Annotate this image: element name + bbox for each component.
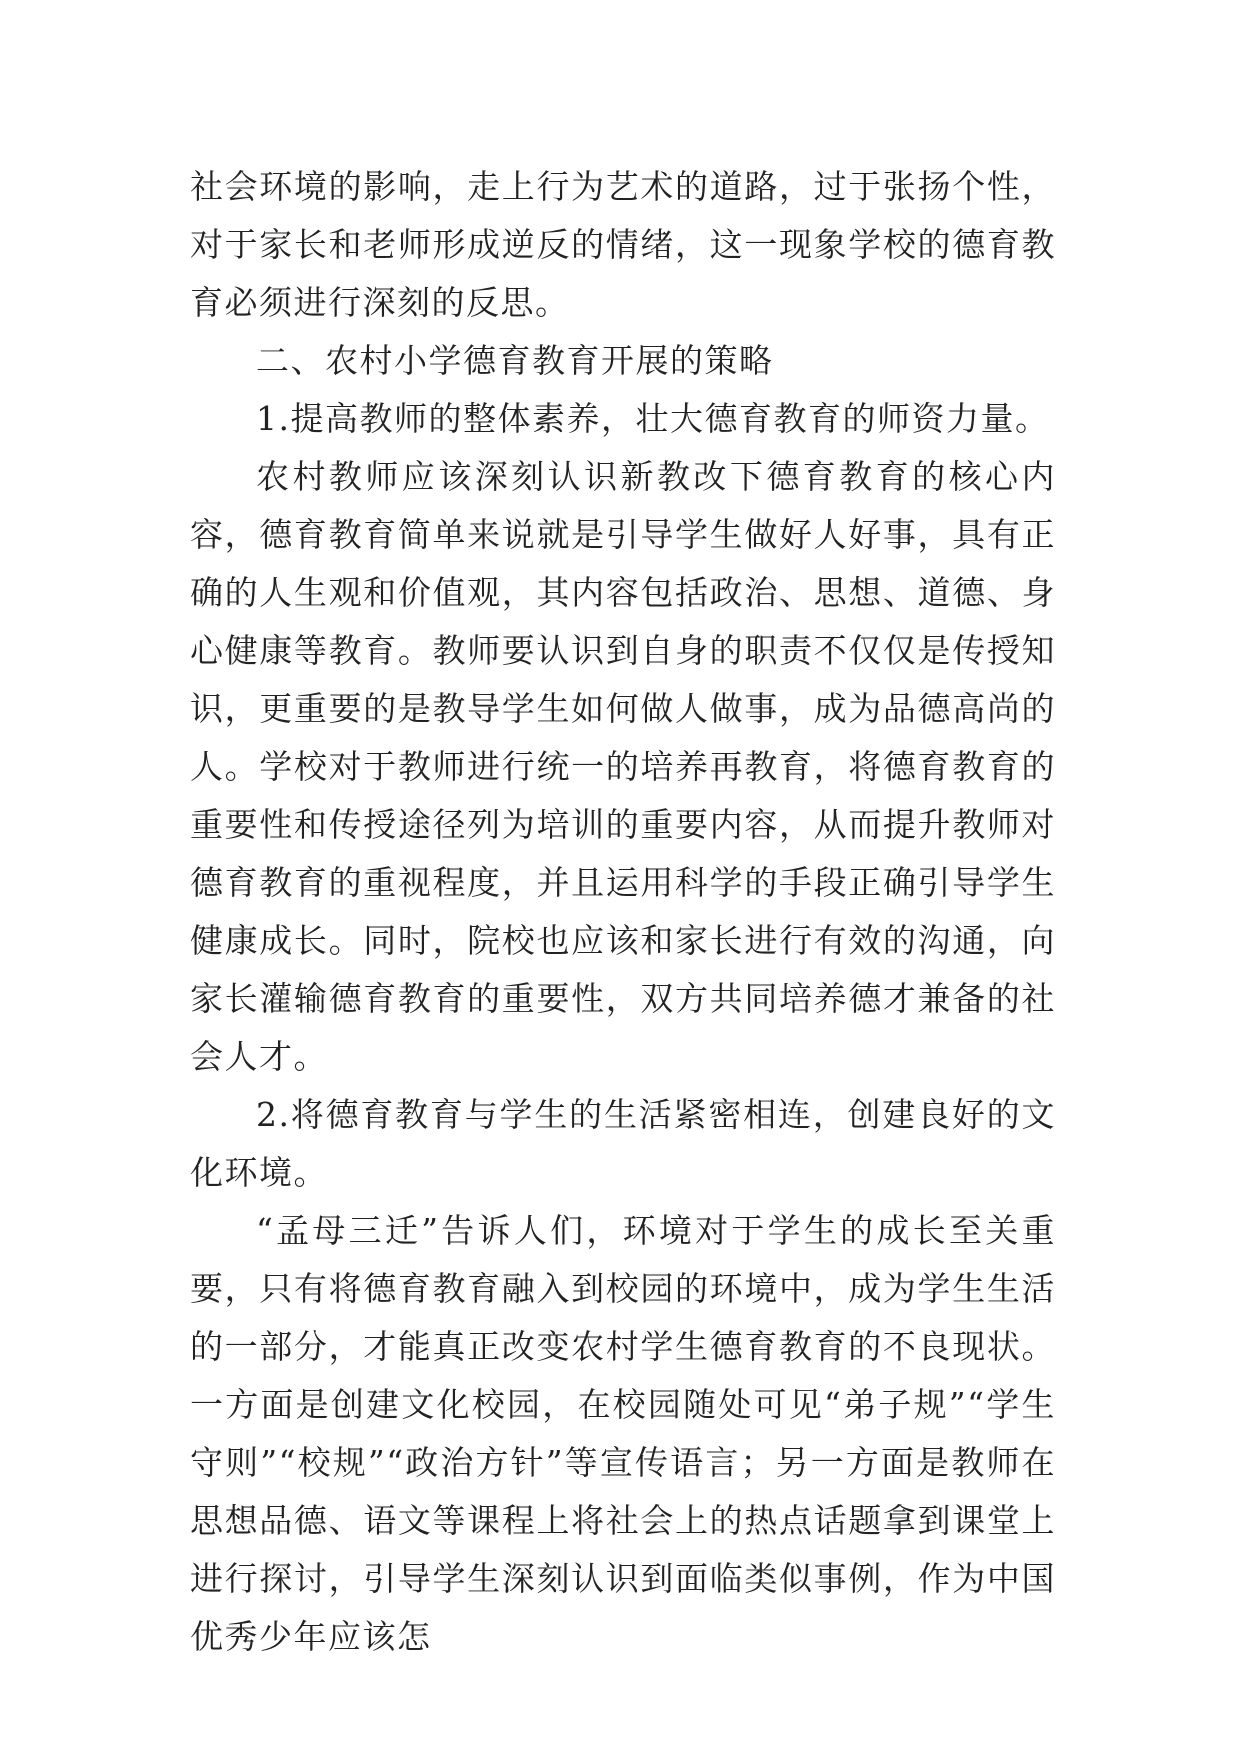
body-text [190,158,1056,1666]
paragraph-teacher-quality: 农村教师应该深刻认识新教改下德育教育的核心内容，德育教育简单来说就是引导学生做好人好事，具有正确的人生观和价值观，其内容包括政治、思想、道德、身心健康等教育。教师要认识到自身的职责不仅仅是传授知识，更重要的是教导学生如何做人做事，成为品德高尚的人。学校对于教师进行统一的培养再教育，将德育教育的重要性和传授途径列为培训的重要内容，从而提升教师对德育教育的重视程度，并且运用科学的手段正确引导学生健康成长。同时，院校也应该和家长进行有效的沟通，向家长灌输德育教育的重要性，双方共同培养德才兼备的社会人才。 [190,457,1056,1076]
paragraph-continued: 社会环境的影响，走上行为艺术的道路，过于张扬个性，对于家长和老师形成逆反的情绪，这一现象学校的德育教育必须进行深刻的反思。 [190,167,1056,322]
section-heading: 二、农村小学德育教育开展的策略 [256,341,774,380]
subheading-teacher-quality: 1.提高教师的整体素养，壮大德育教育的师资力量。 [256,399,1050,438]
paragraph-cultural-environment: “孟母三迁”告诉人们，环境对于学生的成长至关重要，只有将德育教育融入到校园的环境中，成为学生生活的一部分，才能真正改变农村学生德育教育的不良现状。一方面是创建文化校园，在校园随处可见“弟子规”“学生守则”“校规”“政治方针”等宣传语言；另一方面是教师在思想品德、语文等课程上将社会上的热点话题拿到课堂上进行探讨，引导学生深刻认识到面临类似事例，作为中国优秀少年应该怎 [190,1211,1056,1656]
subheading-cultural-environment: 2.将德育教育与学生的生活紧密相连，创建良好的文化环境。 [190,1095,1056,1192]
